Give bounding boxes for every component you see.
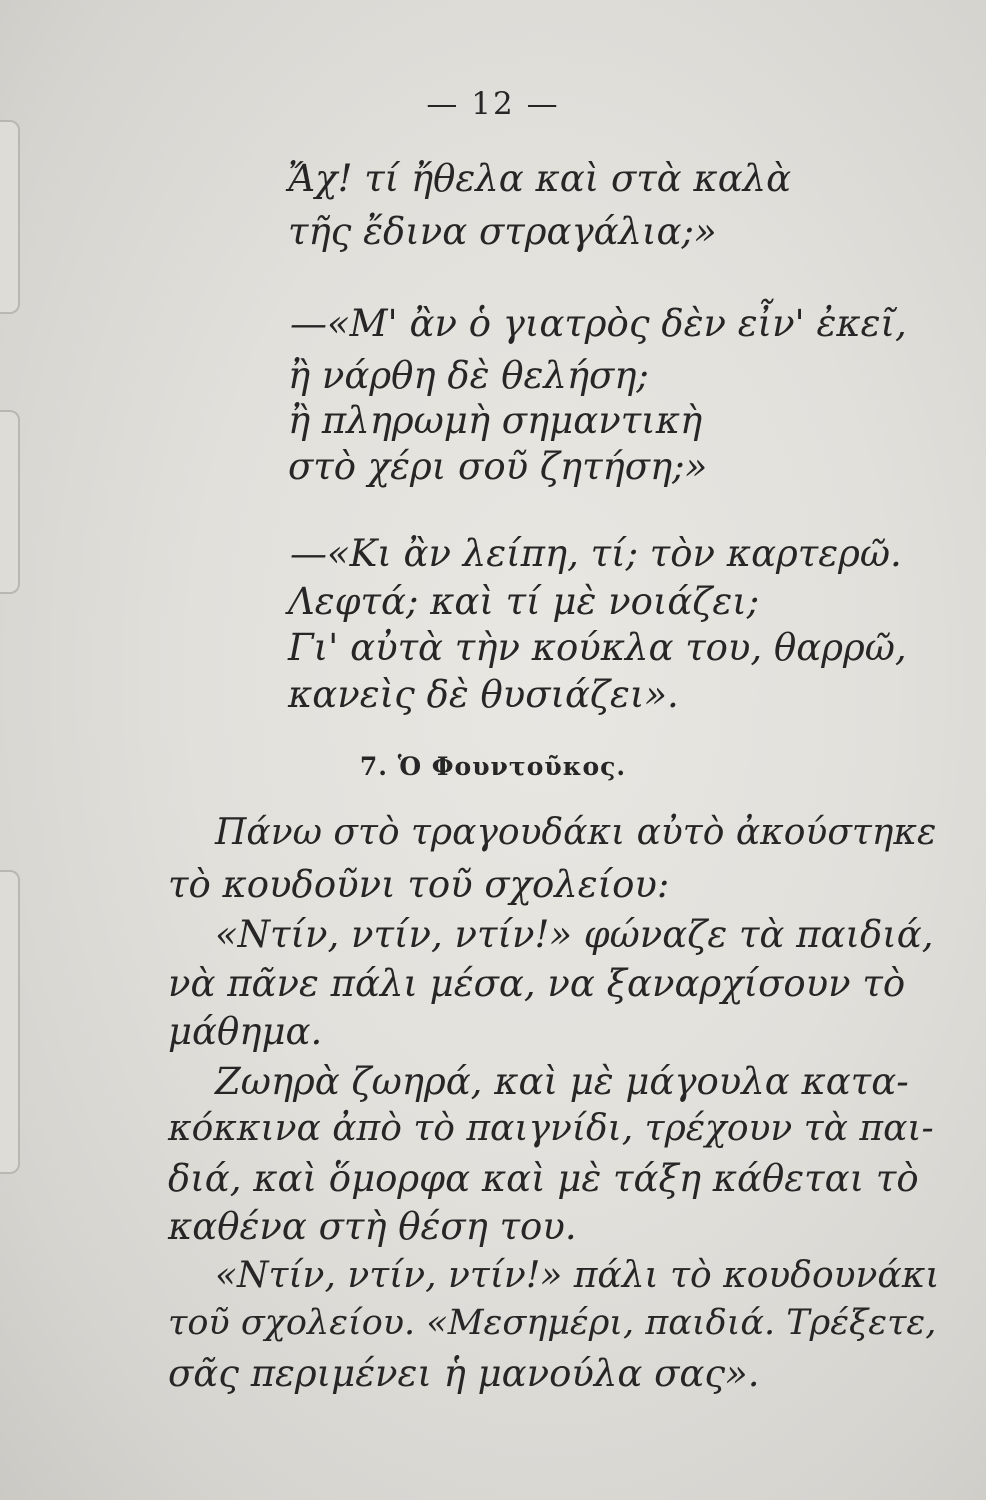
prose-line: νὰ πᾶνε πάλι μέσα, να ξαναρχίσουν τὸ (168, 962, 906, 1005)
page-number: — 12 — (426, 86, 560, 122)
poem-line: —«Μ' ἂν ὁ γιατρὸς δὲν εἶν' ἐκεῖ, (290, 302, 907, 345)
poem-line: ἢ πληρωμὴ σημαντικὴ (288, 399, 703, 442)
prose-line: μάθημα. (168, 1010, 323, 1053)
binding-edge (0, 870, 20, 1174)
poem-line: τῆς ἔδινα στραγάλια;» (288, 210, 717, 253)
prose-line: τὸ κουδοῦνι τοῦ σχολείου: (168, 863, 670, 906)
prose-line: Πάνω στὸ τραγουδάκι αὐτὸ ἀκούστηκε (215, 812, 937, 853)
prose-line: κόκκινα ἀπὸ τὸ παιγνίδι, τρέχουν τὰ παι- (168, 1108, 934, 1149)
prose-line: «Ντίν, ντίν, ντίν!» φώναζε τὰ παιδιά, (215, 913, 934, 956)
poem-line: ἢ νάρθη δὲ θελήση; (288, 354, 649, 397)
prose-line: σᾶς περιμένει ἡ μανούλα σας». (168, 1352, 760, 1395)
prose-line: τοῦ σχολείου. «Μεσημέρι, παιδιά. Τρέξετε, (168, 1303, 937, 1343)
binding-edge (0, 410, 20, 594)
poem-line: κανεὶς δὲ θυσιάζει». (288, 673, 679, 716)
poem-line: Λεφτά; καὶ τί μὲ νοιάζει; (288, 580, 760, 623)
poem-line: Γι' αὐτὰ τὴν κούκλα του, θαρρῶ, (288, 626, 907, 669)
prose-line: «Ντίν, ντίν, ντίν!» πάλι τὸ κουδουνάκι (215, 1255, 940, 1296)
prose-line: Ζωηρὰ ζωηρά, καὶ μὲ μάγουλα κατα- (215, 1060, 909, 1103)
section-title: 7. Ὁ Φουντοῦκος. (359, 752, 627, 781)
poem-line: Ἄχ! τί ἤθελα καὶ στὰ καλὰ (288, 157, 792, 200)
prose-line: καθένα στὴ θέση του. (168, 1205, 577, 1248)
binding-edge (0, 120, 20, 314)
poem-line: —«Κι ἂν λείπη, τί; τὸν καρτερῶ. (290, 532, 902, 575)
poem-line: στὸ χέρι σοῦ ζητήση;» (288, 445, 708, 488)
prose-line: διά, καὶ ὅμορφα καὶ μὲ τάξη κάθεται τὸ (168, 1157, 919, 1200)
